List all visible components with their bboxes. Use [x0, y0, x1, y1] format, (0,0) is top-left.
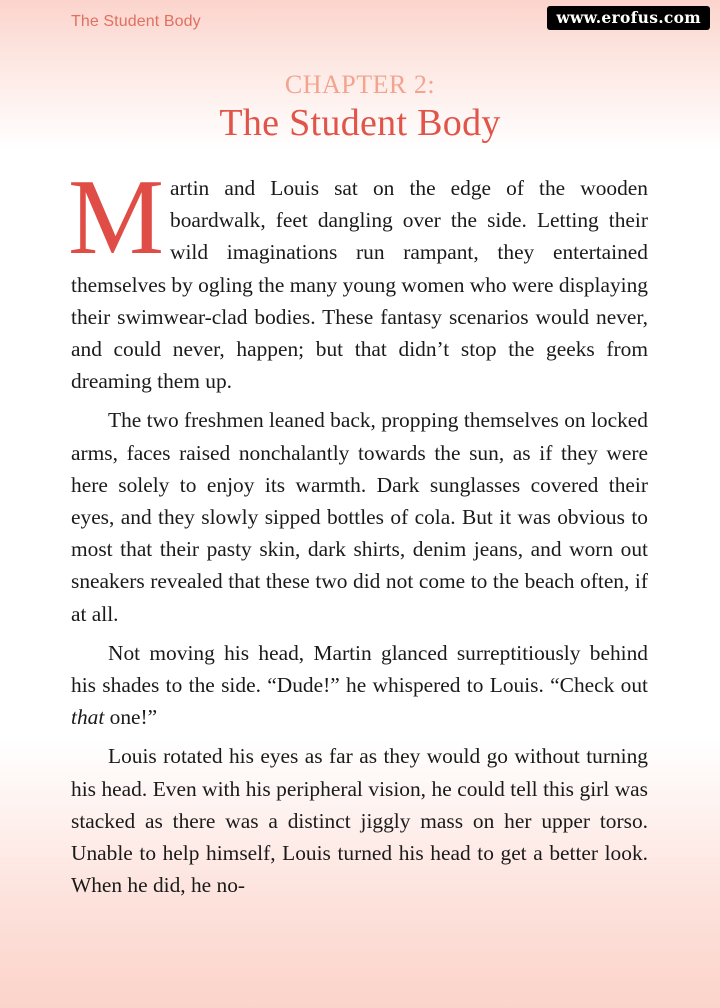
paragraph-3-text-before: Not moving his head, Martin glanced surreptitiously behind his shades to the side. “Dude!” he whispered to Louis. “Check out: [71, 640, 648, 698]
running-head: The Student Body: [71, 13, 201, 30]
paragraph-4: Louis rotated his eyes as far as they would go without turning his head. Even with his peripheral vision, he could tell this girl was stacked as there was a distinct jiggly mass on her upper torso. Unable to help himself, Louis turned his head to get a better look. When he did, he no-: [71, 744, 648, 898]
paragraph-1-text: artin and Louis sat on the edge of the wooden boardwalk, feet dangling over the side. Letting their wild imaginations run rampant, they entertained themselves by ogling the many young women who were displaying their swimwear-clad bodies. These fantasy scenarios would never, and could never, happen; but that didn’t stop the geeks from dreaming them up.: [71, 176, 648, 394]
watermark: www.erofus.com: [547, 6, 710, 30]
paragraph-2: The two freshmen leaned back, propping themselves on locked arms, faces raised nonchalantly towards the sun, as if they were here solely to enjoy its warmth. Dark sunglasses covered their eyes, and they slowly sipped bottles of cola. But it was obvious to most that their pasty skin, dark shirts, denim jeans, and worn out sneakers revealed that these two did not come to the beach often, if at all.: [71, 408, 648, 626]
paragraph-3-text-after: one!”: [104, 705, 158, 730]
paragraph-3: [71, 637, 648, 734]
chapter-label: CHAPTER 2:: [284, 70, 436, 99]
chapter-title: The Student Body: [219, 102, 501, 144]
drop-cap: M: [68, 158, 165, 277]
chapter-body: [68, 158, 648, 908]
paragraph-3-emphasis: that: [71, 705, 105, 730]
paragraph-1: [68, 158, 648, 397]
